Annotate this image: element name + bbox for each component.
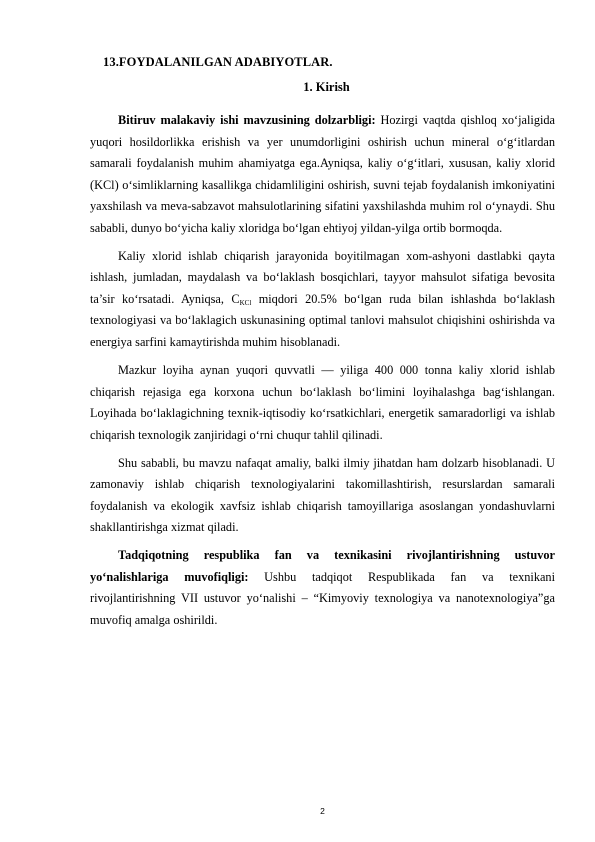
kcl-subscript: KCl: [239, 298, 252, 307]
paragraph-text: Shu sababli, bu mavzu nafaqat amaliy, balki ilmiy jihatdan ham dolzarb hisoblanadi. U zamonaviy ishlab chiqarish texnologiyalarini takomillashtirish, resurslardan samarali foydalanish va ekologik xavfsiz ishlab chiqarish tamoyillariga asoslangan yondashuvlarni shakllantirishga xizmat qiladi.: [90, 455, 555, 535]
paragraph-relevance: [90, 110, 555, 239]
paragraph-text: Ushbu tadqiqot Respublikada fan va texnikani rivojlantirishning VII ustuvor yo‘nalishi – “Kimyoviy texnologiya va nanotexnologiya”ga muvofiq amalga oshirildi.: [90, 569, 555, 628]
paragraph-kcl-processing: [90, 246, 555, 354]
references-heading: 13.FOYDALANILGAN ADABIYOTLAR.: [103, 55, 333, 69]
paragraph-significance: [90, 453, 555, 539]
body-text: [90, 110, 555, 638]
paragraph-text: miqdori 20.5% bo‘lgan ruda bilan ishlashda bo‘laklash texnologiyasi va bo‘laklagich uskunasining optimal tanlovi mahsulot chiqishini oshirishda va energiya sarfini kamaytirishda muhim hisoblanadi.: [90, 291, 555, 349]
page-number: 2: [320, 806, 325, 816]
paragraph-text: Mazkur loyiha aynan yuqori quvvatli — yiliga 400 000 tonna kaliy xlorid ishlab chiqarish rejasiga ega korxona uchun bo‘laklash bo‘limini loyihalashga bag‘ishlangan. Loyihada bo‘laklagichning texnik-iqtisodiy ko‘rsatkichlari, energetik samaradorligi va ishlab chiqarish texnologik zanjiridagi o‘rni chuqur tahlil qilinadi.: [90, 363, 555, 442]
paragraph-priority-alignment: [90, 545, 555, 631]
paragraph-text: Kaliy xlorid ishlab chiqarish jarayonida boyitilmagan xom-ashyoni dastlabki qayta ishlash, jumladan, maydalash va bo‘laklash bosqichlari, tayyor mahsulot sifatiga bevosita ta’sir ko‘rsatadi. Ayniqsa, C: [90, 248, 555, 306]
paragraph-project-scope: [90, 360, 555, 446]
section-title: 1. Kirish: [303, 80, 350, 94]
paragraph-bold-lead: Bitiruv malakaviy ishi mavzusining dolzarbligi:: [118, 113, 376, 127]
paragraph-text: Hozirgi vaqtda qishloq xo‘jaligida yuqori hosildorlikka erishish va yer unumdorligini oshirish uchun mineral o‘g‘itlardan samarali foydalanish muhim ahamiyatga ega.Ayniqsa, kaliy o‘g‘itlari, xususan, kaliy xlorid (KCl) o‘simliklarning kasallikga chidamliligini oshirish, suvni tejab foydalanish imkoniyatini yaxshilash va meva-sabzavot mahsulotlarining sifatini yaxshilashda muhim rol o‘ynaydi. Shu sababli, dunyo bo‘yicha kaliy xloridga bo‘lgan ehtiyoj yildan-yilga ortib bormoqda.: [90, 113, 555, 235]
paragraph-bold-lead: Tadqiqotning respublika fan va texnikasini rivojlantirishning ustuvor yo‘nalishlariga muvofiqligi:: [90, 548, 555, 584]
